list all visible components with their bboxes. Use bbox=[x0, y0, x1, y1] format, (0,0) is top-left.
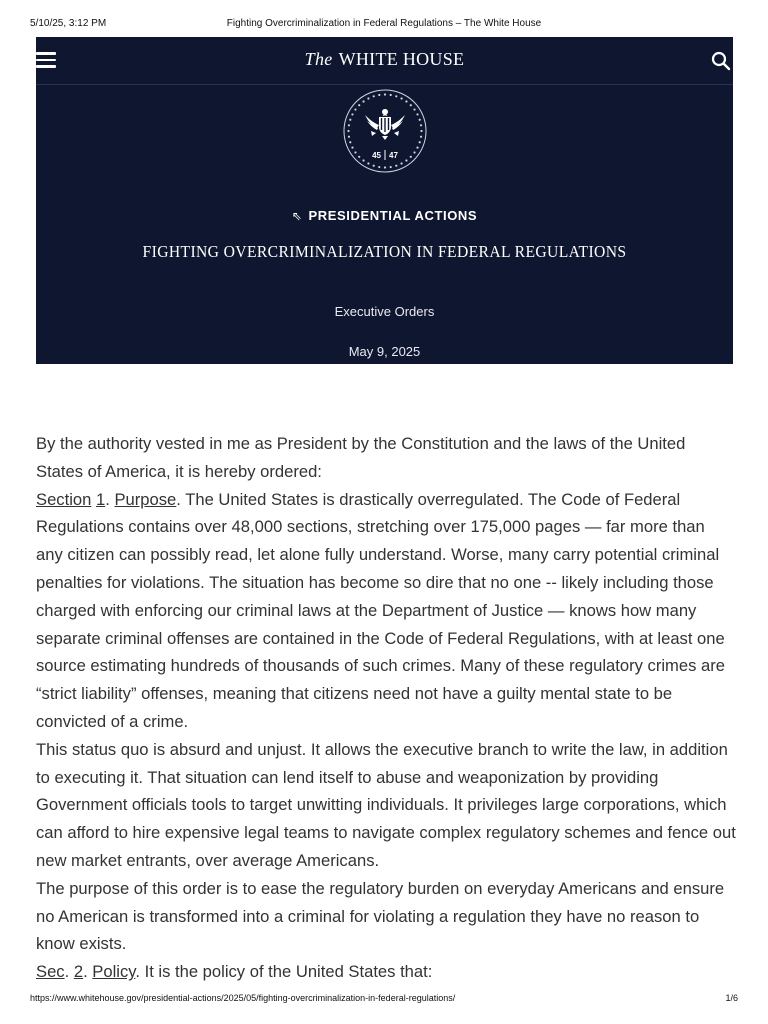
seal-star bbox=[354, 151, 356, 153]
arrow-up-left-icon: ⇖ bbox=[291, 209, 303, 223]
section-1-heading[interactable]: Purpose bbox=[114, 489, 177, 509]
seal-star bbox=[413, 151, 415, 153]
site-logo[interactable] bbox=[36, 49, 733, 70]
seal-star bbox=[405, 100, 407, 102]
section-1-text: The United States is drastically overregulated. The Code of Federal Regulations contains over 48,000 sections, stretching over 175,000 pages — far more than any citizen can possibly read, let alone fully understand. Worse, many carry potential criminal penalties for violations. The situation has become so dire that no one -- likely including those charged with enforcing our criminal laws at the Department of Justice — knows how many separate criminal offenses are contained in the Code of Federal Regulations, with at least one source estimating hundreds of thousands of such crimes. Many of these regulatory crimes are “strict liability” offenses, meaning that citizens need not have a guilty mental state to be convicted of a crime. bbox=[36, 489, 725, 731]
print-datetime: 5/10/25, 3:12 PM bbox=[30, 18, 107, 29]
seal-star bbox=[410, 156, 412, 158]
intro-paragraph: By the authority vested in me as President by the Constitution and the laws of the United States of America, it is hereby ordered: bbox=[36, 434, 686, 481]
section-1-link[interactable]: Section bbox=[36, 489, 92, 509]
print-page-count: 1/6 bbox=[725, 993, 738, 1003]
print-url: https://www.whitehouse.gov/presidential-actions/2025/05/fighting-overcriminalization-in-federal-regulations/ bbox=[30, 993, 456, 1003]
subcategory-link[interactable]: Executive Orders bbox=[334, 304, 435, 319]
seal-star bbox=[351, 113, 353, 115]
seal-star bbox=[362, 159, 364, 161]
seal-star bbox=[384, 166, 386, 168]
section-2-link[interactable]: Sec bbox=[36, 962, 65, 982]
seal-star bbox=[373, 95, 375, 97]
category-link[interactable] bbox=[36, 208, 733, 223]
page-title: FIGHTING OVERCRIMINALIZATION IN FEDERAL REGULATIONS bbox=[142, 242, 627, 261]
seal-star bbox=[420, 130, 422, 132]
seal-star bbox=[347, 130, 349, 132]
seal-star bbox=[416, 146, 418, 148]
category-label: PRESIDENTIAL ACTIONS bbox=[308, 208, 478, 223]
seal-star bbox=[378, 94, 380, 96]
print-page-title: Fighting Overcriminalization in Federal Regulations – The White House bbox=[226, 18, 542, 29]
print-header bbox=[0, 18, 768, 34]
hero-banner bbox=[36, 37, 733, 364]
seal-star bbox=[349, 119, 351, 121]
publish-date: May 9, 2025 bbox=[348, 344, 421, 359]
site-header bbox=[36, 37, 733, 85]
seal-star bbox=[413, 108, 415, 110]
section-1-number[interactable]: 1 bbox=[95, 489, 106, 509]
seal-star bbox=[349, 141, 351, 143]
seal-star bbox=[354, 108, 356, 110]
seal-star bbox=[400, 162, 402, 164]
seal-star bbox=[390, 94, 392, 96]
seal-star bbox=[358, 104, 360, 106]
seal-star bbox=[420, 136, 422, 138]
seal-star bbox=[348, 124, 350, 126]
paragraph-status-quo: This status quo is absurd and unjust. It allows the executive branch to write the law, in addition to executing it. That situation can lend itself to abuse and weaponization by providing Government officials tools to target unwitting individuals. It privileges large corporations, which can afford to hire expensive legal teams to navigate complex regulatory schemes and fence out new market entrants, over average Americans. bbox=[36, 739, 736, 870]
seal-star bbox=[395, 95, 397, 97]
article-body bbox=[36, 430, 736, 986]
seal-star bbox=[358, 156, 360, 158]
seal-star bbox=[405, 159, 407, 161]
search-icon[interactable] bbox=[711, 51, 731, 71]
seal-star bbox=[416, 113, 418, 115]
seal-star bbox=[362, 100, 364, 102]
seal-star bbox=[378, 166, 380, 168]
seal-star bbox=[367, 162, 369, 164]
seal-star bbox=[351, 146, 353, 148]
section-2-number[interactable]: 2 bbox=[73, 962, 84, 982]
seal-star bbox=[419, 141, 421, 143]
section-2-heading[interactable]: Policy bbox=[92, 962, 136, 982]
brand-name: WHITE HOUSE bbox=[338, 49, 465, 69]
section-2-text: It is the policy of the United States that: bbox=[139, 962, 433, 982]
paragraph-purpose: The purpose of this order is to ease the regulatory burden on everyday Americans and ensure no American is transformed into a criminal for violating a regulation they have no reason to know exists. bbox=[36, 878, 725, 954]
seal-label-45: 45 bbox=[372, 151, 381, 160]
print-footer bbox=[0, 993, 768, 1007]
seal-star bbox=[395, 165, 397, 167]
seal-label-47: 47 bbox=[389, 151, 398, 160]
seal-star bbox=[390, 166, 392, 168]
seal-star bbox=[400, 97, 402, 99]
section-2-paragraph: Sec. 2. Policy. It is the policy of the United States that: bbox=[36, 962, 433, 982]
seal-star bbox=[420, 124, 422, 126]
seal-star bbox=[410, 104, 412, 106]
presidential-seal-icon bbox=[341, 87, 429, 175]
seal-star bbox=[373, 165, 375, 167]
seal-star bbox=[348, 136, 350, 138]
section-1-paragraph: Section 1. Purpose. The United States is drastically overregulated. The Code of Federal Regulations contains over 48,000 sections, stretching over 175,000 pages — far more than any citizen can possibly read, let alone fully understand. Worse, many carry potential criminal penalties for violations. The situation has become so dire that no one -- likely including those charged with enforcing our criminal laws at the Department of Justice — knows how many separate criminal offenses are contained in the Code of Federal Regulations, with at least one source estimating hundreds of thousands of such crimes. Many of these regulatory crimes are “strict liability” offenses, meaning that citizens need not have a guilty mental state to be convicted of a crime. bbox=[36, 489, 725, 731]
seal-star bbox=[419, 119, 421, 121]
seal-star bbox=[384, 93, 386, 95]
seal-star bbox=[367, 97, 369, 99]
brand-prefix: The bbox=[304, 49, 333, 69]
